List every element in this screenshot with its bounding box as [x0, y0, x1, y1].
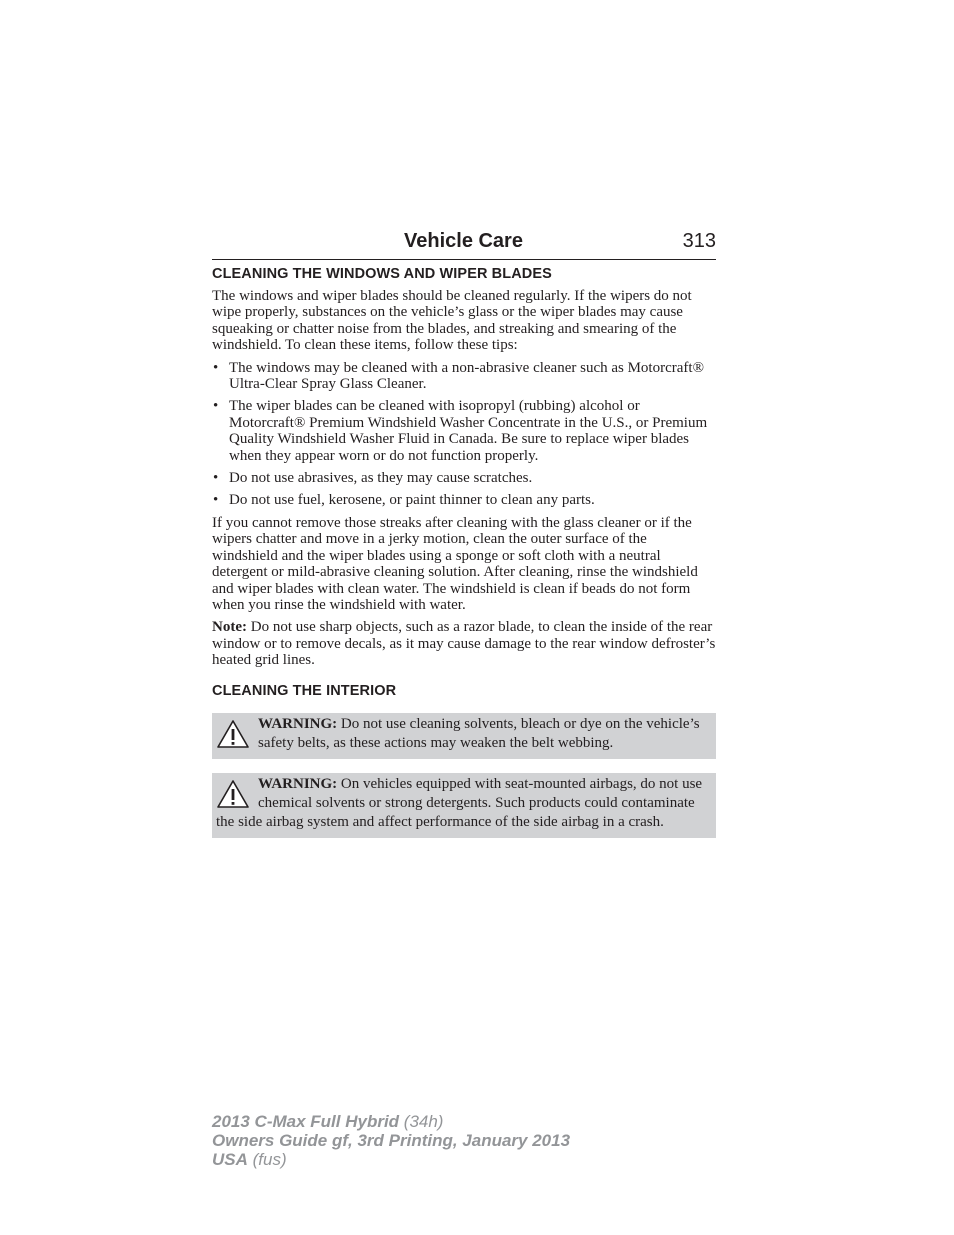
bullet-glyph: • — [213, 359, 219, 376]
footer-market-code: (fus) — [247, 1150, 287, 1169]
warning-triangle-icon — [216, 719, 250, 749]
page-number: 313 — [682, 230, 716, 252]
warning-label: WARNING: — [258, 775, 338, 792]
list-item — [212, 492, 716, 508]
warning-box-airbags — [212, 773, 716, 838]
heading-interior: CLEANING THE INTERIOR — [212, 682, 397, 699]
footer-line-model — [212, 1112, 570, 1131]
footer-guide: Owners Guide gf, 3rd Printing, January 2013 — [212, 1131, 571, 1150]
note-label: Note: — [212, 619, 247, 636]
heading-windows-wipers: CLEANING THE WINDOWS AND WIPER BLADES — [212, 266, 552, 282]
warning-box-safety-belts — [212, 713, 716, 759]
page-content — [212, 266, 716, 852]
footer-line-guide — [212, 1131, 570, 1150]
section-title: Vehicle Care — [404, 230, 523, 252]
note-paragraph — [212, 619, 716, 668]
bullet-glyph: • — [213, 470, 219, 487]
warning-text: On vehicles equipped with seat-mounted airbags, do not use chemical solvents or strong detergents. Such products could contaminate the side airbag system and affect performance of the side airbag in a crash. — [216, 775, 703, 830]
note-text: Do not use sharp objects, such as a razor blade, to clean the inside of the rear window or to remove decals, as it may cause damage to the rear window defroster’s heated grid lines. — [212, 619, 716, 669]
streaks-paragraph: If you cannot remove those streaks after cleaning with the glass cleaner or if the wipers chatter and move in a jerky motion, clean the outer surface of the windshield and the wiper blades using a sponge or soft cloth with a neutral detergent or mild-abrasive cleaning solution. After cleaning, rinse the windshield and wiper blades with clean water. The windshield is clean if beads do not form when you rinse the windshield with water. — [212, 514, 698, 613]
warning-label: WARNING: — [258, 715, 338, 732]
warning-text: Do not use cleaning solvents, bleach or dye on the vehicle’s safety belts, as these actions may weaken the belt webbing. — [258, 715, 700, 751]
footer-model-code: (34h) — [399, 1112, 444, 1131]
list-item — [212, 360, 716, 393]
page-footer — [212, 1112, 570, 1169]
list-item — [212, 398, 716, 464]
list-item-text: Do not use abrasives, as they may cause scratches. — [229, 470, 533, 487]
footer-market: USA — [212, 1150, 248, 1169]
list-item — [212, 470, 716, 486]
intro-paragraph: The windows and wiper blades should be cleaned regularly. If the wipers do not wipe properly, substances on the vehicle’s glass or the wiper blades may cause squeaking or chatter noise from the blades, and streaking and smearing of the windshield. To clean these items, follow these tips: — [212, 288, 692, 354]
bullet-glyph: • — [213, 398, 219, 415]
page-header — [212, 228, 716, 260]
footer-model: 2013 C-Max Full Hybrid — [212, 1112, 400, 1131]
warning-triangle-icon — [216, 779, 250, 809]
footer-line-market — [212, 1150, 570, 1169]
list-item-text: The windows may be cleaned with a non-abrasive cleaner such as Motorcraft® Ultra-Clear Spray Glass Cleaner. — [229, 359, 704, 393]
bullet-glyph: • — [213, 492, 219, 509]
tips-list — [212, 360, 716, 509]
list-item-text: Do not use fuel, kerosene, or paint thinner to clean any parts. — [229, 492, 595, 509]
list-item-text: The wiper blades can be cleaned with isopropyl (rubbing) alcohol or Motorcraft® Premium Windshield Washer Concentrate in the U.S., or Premium Quality Windshield Washer Fluid in Canada. Be sure to replace wiper blades when they appear worn or do not function properly. — [229, 398, 708, 464]
